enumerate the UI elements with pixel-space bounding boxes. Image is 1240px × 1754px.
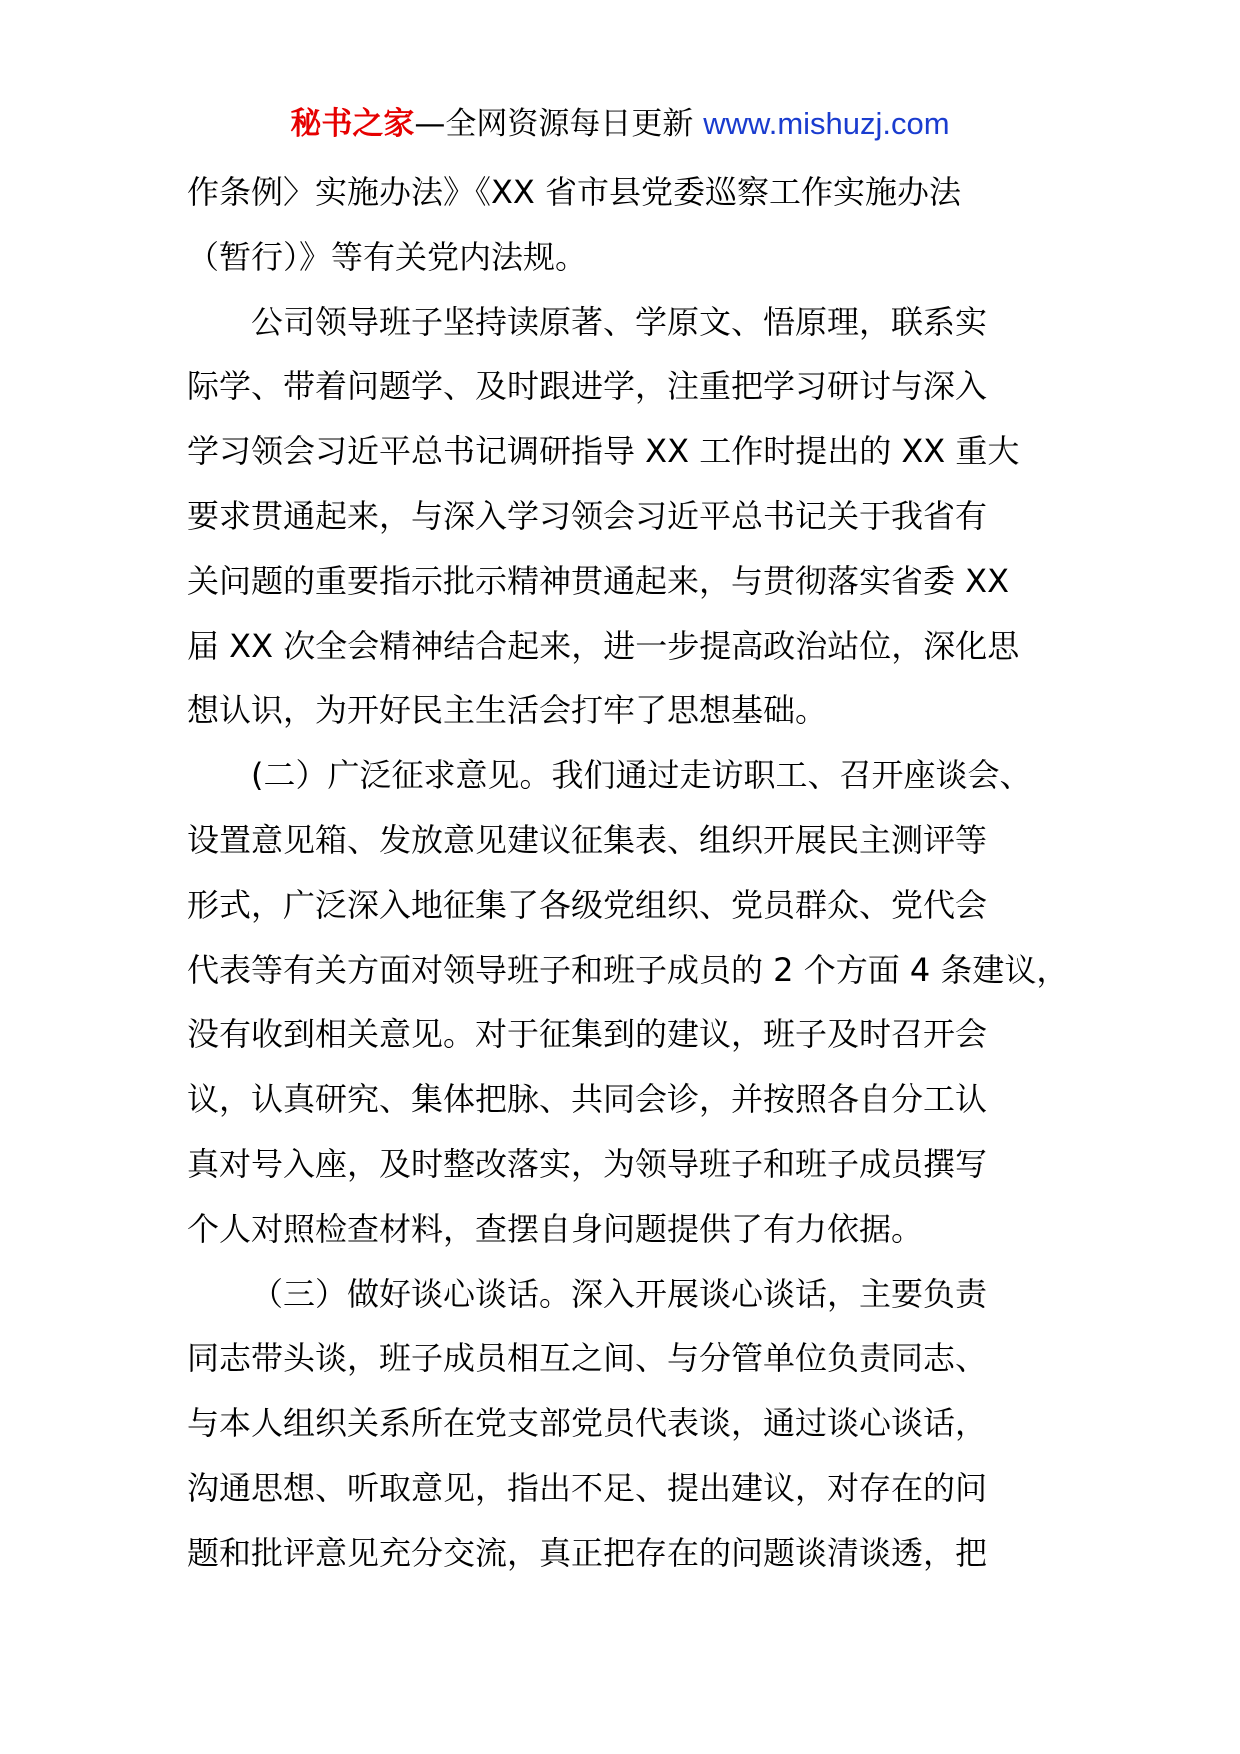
page-header	[0, 104, 1240, 144]
text-line: 同志带头谈，班子成员相互之间、与分管单位负责同志、	[187, 1339, 988, 1378]
text-line: （暂行）》等有关党内法规。	[187, 237, 588, 276]
paragraph-start-line: (二）广泛征求意见。我们通过走访职工、召开座谈会、	[251, 756, 1032, 795]
text-line: 设置意见箱、发放意见建议征集表、组织开展民主测评等	[187, 820, 988, 859]
text-line: 沟通思想、听取意见，指出不足、提出建议，对存在的问	[187, 1468, 988, 1507]
text-line: 际学、带着问题学、及时跟进学，注重把学习研讨与深入	[187, 367, 988, 406]
text-line: 代表等有关方面对领导班子和班子成员的 2 个方面 4 条建议，	[187, 950, 1069, 989]
paragraph-start-line: 公司领导班子坚持读原著、学原文、悟原理，联系实	[251, 302, 988, 341]
text-line: 想认识，为开好民主生活会打牢了思想基础。	[187, 691, 828, 730]
text-line: 议，认真研究、集体把脉、共同会诊，并按照各自分工认	[187, 1080, 988, 1119]
text-line: 没有收到相关意见。对于征集到的建议，班子及时召开会	[187, 1015, 988, 1054]
text-line: 真对号入座，及时整改落实，为领导班子和班子成员撰写	[187, 1144, 988, 1183]
text-line: 学习领会习近平总书记调研指导 XX 工作时提出的 XX 重大	[187, 432, 1020, 471]
text-line: 个人对照检查材料，查摆自身问题提供了有力依据。	[187, 1209, 924, 1248]
text-line: 形式，广泛深入地征集了各级党组织、党员群众、党代会	[187, 885, 988, 924]
text-line: 关问题的重要指示批示精神贯通起来，与贯彻落实省委 XX	[187, 561, 1010, 600]
text-line: 要求贯通起来，与深入学习领会习近平总书记关于我省有	[187, 496, 988, 535]
paragraph-start-line: （三）做好谈心谈话。深入开展谈心谈话，主要负责	[251, 1274, 988, 1313]
text-line: 届 XX 次全会精神结合起来，进一步提高政治站位，深化思	[187, 626, 1020, 665]
body-text	[187, 160, 1067, 1586]
text-line: 与本人组织关系所在党支部党员代表谈，通过谈心谈话，	[187, 1404, 988, 1443]
header-site-link[interactable]: www.mishuzj.com	[703, 106, 950, 141]
header-brand: 秘书之家	[290, 106, 415, 142]
text-line: 作条例〉实施办法》《XX 省市县党委巡察工作实施办法	[187, 173, 962, 211]
text-line: 题和批评意见充分交流，真正把存在的问题谈清谈透，把	[187, 1533, 988, 1572]
header-tagline: —全网资源每日更新	[414, 106, 704, 142]
